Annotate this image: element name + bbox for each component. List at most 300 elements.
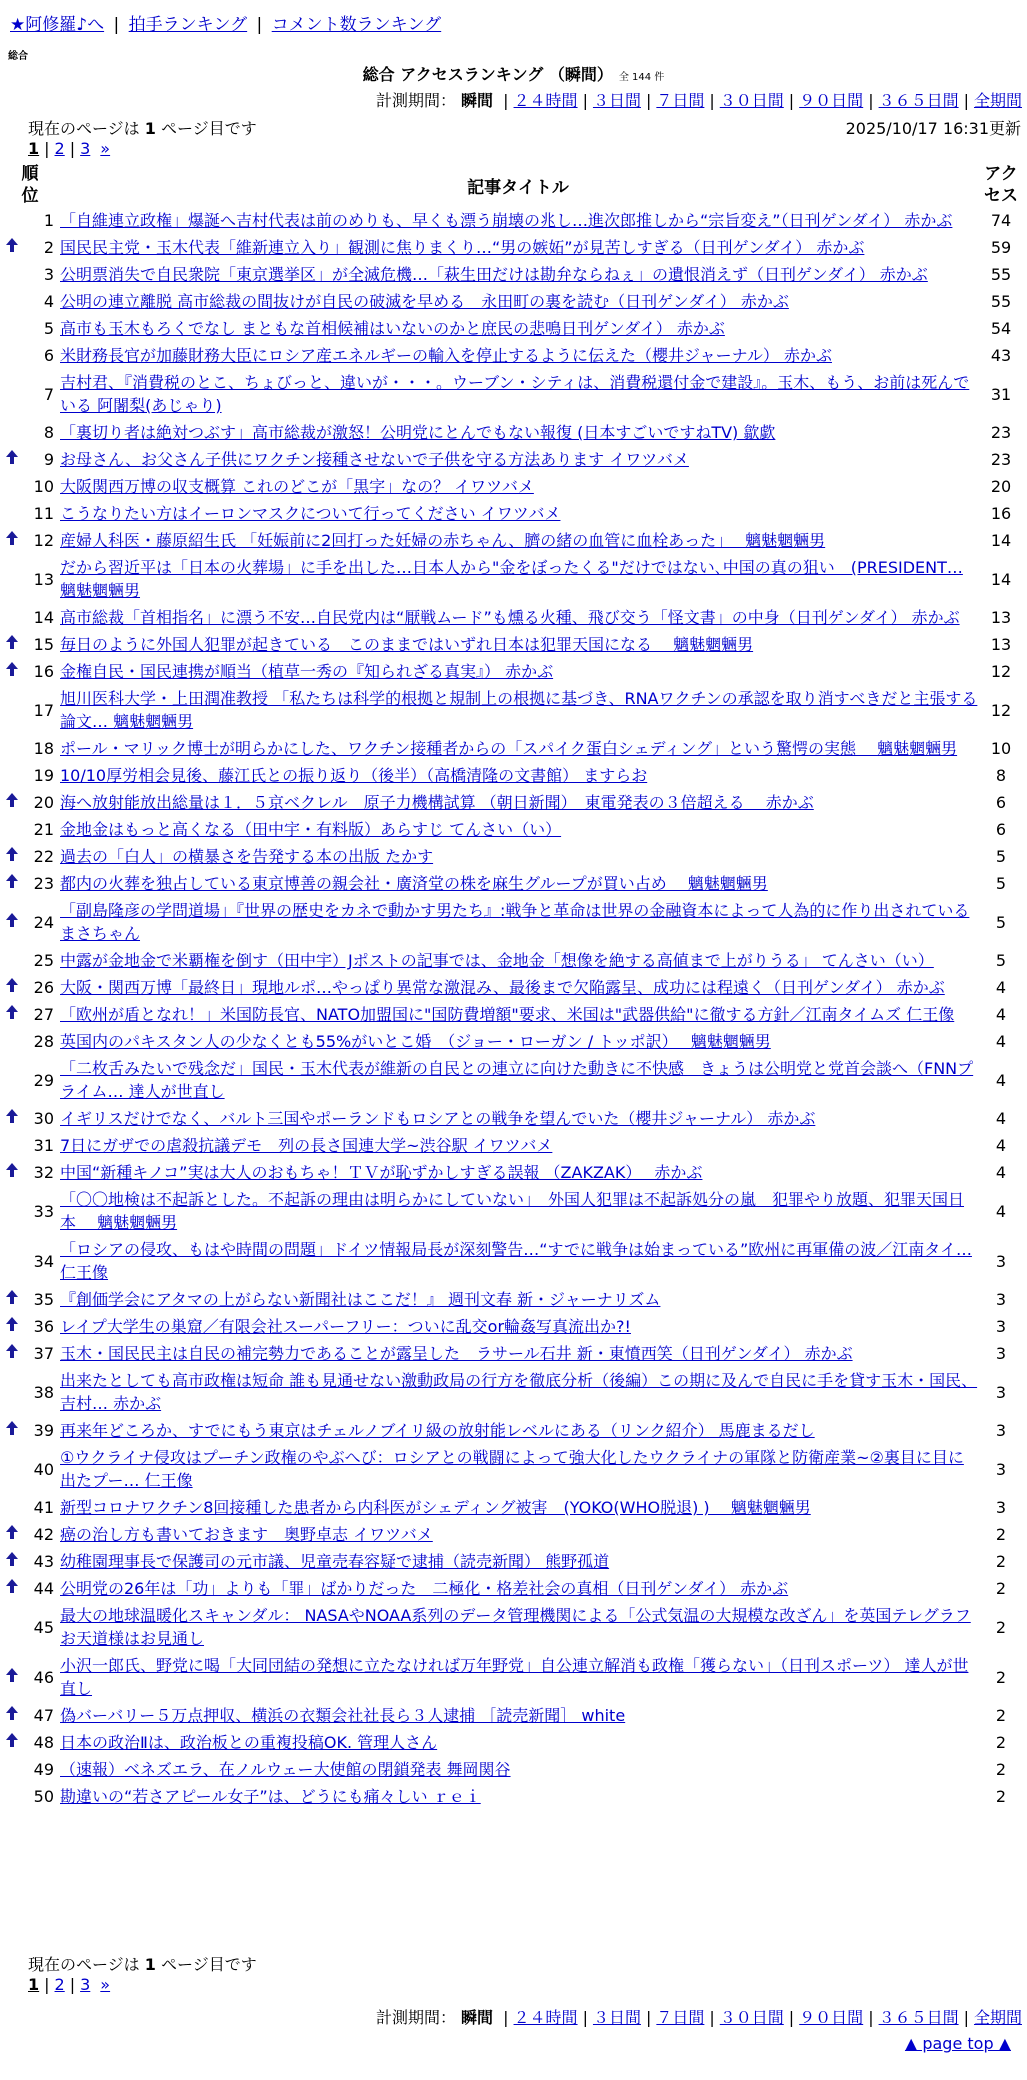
article-link[interactable]: 最大の地球温暖化スキャンダル： NASAやNOAA系列のデータ管理機関による「公式気温の大規模な改ざん」を英国テレグラフお天道様はお見通し xyxy=(60,1606,971,1648)
table-row xyxy=(2,261,1024,288)
access-count: 5 xyxy=(995,912,1007,932)
table-row xyxy=(2,1159,1024,1186)
access-count: 2 xyxy=(995,1706,1007,1725)
table-row xyxy=(2,1055,1024,1105)
article-title-cell xyxy=(58,974,978,1001)
rank-number: 44 xyxy=(33,1579,54,1598)
period-7d-link[interactable]: ７日間 xyxy=(656,91,705,110)
article-title-cell xyxy=(58,1132,978,1159)
table-row xyxy=(2,1286,1024,1313)
period-3d-link[interactable]: ３日間 xyxy=(592,2008,641,2027)
table-row xyxy=(2,816,1024,843)
rank-change-cell xyxy=(2,500,22,527)
rank-number: 6 xyxy=(43,346,54,365)
rank-number: 39 xyxy=(33,1421,54,1440)
article-link[interactable]: ポール・マリック博士が明らかにした、ワクチン接種者からの「スパイク蛋白シェディング」という驚愕の実態 魑魅魍魎男 xyxy=(60,739,958,758)
table-row xyxy=(2,1756,1024,1783)
clap-ranking-link[interactable]: 拍手ランキング xyxy=(128,15,248,35)
period-all-link[interactable]: 全期間 xyxy=(973,2008,1022,2027)
access-count: 14 xyxy=(990,569,1012,589)
period-24h-link[interactable]: ２４時間 xyxy=(513,91,578,110)
article-link[interactable]: 高市総裁「首相指名」に漂う不安…自民党内は“厭戦ムード”も燻る火種、飛び交う「怪文書」の中身（日刊ゲンダイ） 赤かぶ xyxy=(60,608,960,627)
table-row xyxy=(2,762,1024,789)
col-rank-header: 順位 xyxy=(21,164,39,206)
article-link[interactable]: 公明の連立離脱 高市総裁の間抜けが自民の破滅を早める 永田町の裏を読む（日刊ゲンダイ） 赤かぶ xyxy=(60,292,789,311)
article-link[interactable]: 国民民主党・玉木代表「維新連立入り」観測に焦りまくり…“男の嫉妬”が見苦しすぎる（日刊ゲンダイ） 赤かぶ xyxy=(60,238,865,257)
access-count: 23 xyxy=(990,450,1012,469)
rank-change-cell xyxy=(2,1028,22,1055)
rank-number: 14 xyxy=(33,608,54,627)
access-count: 54 xyxy=(990,319,1012,338)
table-row xyxy=(2,446,1024,473)
article-link[interactable]: 産婦人科医・藤原紹生氏 「妊娠前に2回打った妊婦の赤ちゃん、臍の緒の血管に血栓あった」 魑魅魍魎男 xyxy=(60,531,826,550)
article-link[interactable]: 「ロシアの侵攻、もはや時間の問題」ドイツ情報局長が深刻警告…“すでに戦争は始まっている”欧州に再軍備の波／江南タイ… 仁王像 xyxy=(60,1240,972,1282)
article-link[interactable]: 中露が金地金で米覇権を倒す（田中宇）Jポストの記事では、金地金「想像を絶する高値まで上がりうる」 てんさい（い） xyxy=(60,951,934,970)
period-365d-link[interactable]: ３６５日間 xyxy=(878,2008,959,2027)
pager-page-2[interactable]: 2 xyxy=(54,139,65,158)
rank-change-cell xyxy=(2,342,22,369)
access-count: 10 xyxy=(990,739,1012,758)
table-row xyxy=(2,1521,1024,1548)
article-title-cell xyxy=(58,1236,978,1286)
rank-change-cell xyxy=(2,1702,22,1729)
period-separator: | xyxy=(582,2008,588,2027)
period-separator: | xyxy=(868,91,874,110)
pager-current: 1 xyxy=(28,139,40,158)
article-title-cell xyxy=(58,1783,978,1810)
rank-number: 9 xyxy=(43,450,54,469)
table-row xyxy=(2,234,1024,261)
rank-change-cell xyxy=(2,1729,22,1756)
table-row xyxy=(2,315,1024,342)
up-arrow-icon xyxy=(6,1005,18,1023)
up-arrow-icon xyxy=(6,1579,18,1597)
table-row xyxy=(2,473,1024,500)
rank-change-cell xyxy=(2,1186,22,1236)
up-arrow-icon xyxy=(6,531,18,549)
rank-change-cell xyxy=(2,1313,22,1340)
article-link[interactable]: 大阪・関西万博「最終日」現地ルポ…やっぱり異常な激混み、最後まで欠陥露呈、成功には程遠く（日刊ゲンダイ） 赤かぶ xyxy=(60,978,945,997)
up-arrow-icon xyxy=(6,978,18,996)
rank-number: 30 xyxy=(33,1109,54,1128)
table-row xyxy=(2,843,1024,870)
period-separator: | xyxy=(582,91,588,110)
rank-change-cell xyxy=(2,816,22,843)
rank-change-cell xyxy=(2,1236,22,1286)
comment-ranking-link[interactable]: コメント数ランキング xyxy=(271,15,442,35)
article-title-cell xyxy=(58,1444,978,1494)
article-link[interactable]: 勘違いの“若さアピール女子”は、どうにも痛々しい ｒｅｉ xyxy=(60,1787,481,1806)
access-count: 2 xyxy=(995,1733,1007,1752)
rank-change-cell xyxy=(2,947,22,974)
access-count: 12 xyxy=(990,662,1012,681)
article-title-cell xyxy=(58,500,978,527)
rank-number: 23 xyxy=(33,874,54,893)
article-title-cell xyxy=(58,631,978,658)
access-count: 16 xyxy=(990,504,1012,523)
access-count: 2 xyxy=(995,1579,1007,1598)
table-row xyxy=(2,527,1024,554)
article-title-cell xyxy=(58,234,978,261)
article-title-cell xyxy=(58,419,978,446)
rank-change-cell xyxy=(2,897,22,947)
table-row xyxy=(2,1001,1024,1028)
access-count: 55 xyxy=(990,292,1012,311)
top-nav xyxy=(10,10,441,35)
rank-number: 16 xyxy=(33,662,54,681)
rank-change-cell xyxy=(2,789,22,816)
access-count: 3 xyxy=(995,1382,1007,1402)
article-title-cell xyxy=(58,1340,978,1367)
access-count: 6 xyxy=(995,820,1007,839)
article-link[interactable]: 出来たとしても高市政権は短命 誰も見通せない激動政局の行方を徹底分析（後編）この期に及んで自民に手を貸す玉木・国民、吉村… 赤かぶ xyxy=(60,1371,978,1413)
article-title-cell xyxy=(58,897,978,947)
article-link[interactable]: 毎日のように外国人犯罪が起きている このままではいずれ日本は犯罪天国になる 魑魅魍魎男 xyxy=(60,635,754,654)
access-count: 4 xyxy=(995,1136,1007,1155)
access-count: 3 xyxy=(995,1498,1007,1517)
col-title-header: 記事タイトル xyxy=(467,177,569,198)
article-link[interactable]: 高市も玉木もろくでなし まともな首相候補はいないのかと庶民の悲鳴日刊ゲンダイ） 赤かぶ xyxy=(60,319,725,338)
article-title-cell xyxy=(58,1313,978,1340)
table-row xyxy=(2,1652,1024,1702)
rank-change-cell xyxy=(2,1132,22,1159)
rank-change-cell xyxy=(2,685,22,735)
table-row xyxy=(2,870,1024,897)
article-link[interactable]: 再来年どころか、すでにもう東京はチェルノブイリ級の放射能レベルにある（リンク紹介） 馬鹿まるだし xyxy=(60,1421,815,1440)
access-count: 2 xyxy=(995,1667,1007,1687)
up-arrow-icon xyxy=(6,1552,18,1570)
page-title: 総合 アクセスランキング （瞬間） xyxy=(362,65,613,84)
access-count: 2 xyxy=(995,1552,1007,1571)
ranking-title xyxy=(0,62,1027,85)
access-count: 4 xyxy=(995,1032,1007,1051)
table-row xyxy=(2,1494,1024,1521)
access-count: 12 xyxy=(990,700,1012,720)
rank-number: 12 xyxy=(33,531,54,550)
rank-change-cell xyxy=(2,527,22,554)
rank-change-cell xyxy=(2,1521,22,1548)
rank-change-cell xyxy=(2,631,22,658)
article-link[interactable]: 7日にガザでの虐殺抗議デモ 列の長さ国連大学~渋谷駅 イワツバメ xyxy=(60,1136,553,1155)
nav-separator: | xyxy=(256,15,263,35)
access-count: 3 xyxy=(995,1251,1007,1271)
article-title-cell xyxy=(58,1159,978,1186)
period-3d-link[interactable]: ３日間 xyxy=(592,91,641,110)
access-count: 4 xyxy=(995,978,1007,997)
page-info-suffix: ページ目です xyxy=(155,1955,257,1974)
article-link[interactable]: 大阪関西万博の収支概算 これのどこが「黒字」なの？ イワツバメ xyxy=(60,477,534,496)
table-row xyxy=(2,974,1024,1001)
article-link[interactable]: 都内の火葬を独占している東京博善の親会社・廣済堂の株を麻生グループが買い占め 魑魅魍魎男 xyxy=(60,874,768,893)
article-link[interactable]: 旭川医科大学・上田潤准教授 「私たちは科学的根拠と規制上の根拠に基づき、RNAワクチンの承認を取り消すべきだと主張する論文… 魑魅魍魎男 xyxy=(60,689,978,731)
rank-number: 35 xyxy=(33,1290,54,1309)
rank-number: 25 xyxy=(33,951,54,970)
article-link[interactable]: 新型コロナワクチン8回接種した患者から内科医がシェディング被害 (YOKO(WHO脱退) ) 魑魅魍魎男 xyxy=(60,1498,811,1517)
rank-number: 45 xyxy=(33,1617,54,1637)
article-title-cell xyxy=(58,1286,978,1313)
article-link[interactable]: 金地金はもっと高くなる（田中宇・有料版）あらすじ てんさい（い） xyxy=(60,820,562,839)
rank-change-cell xyxy=(2,1652,22,1702)
table-row xyxy=(2,604,1024,631)
article-link[interactable]: 10/10厚労相会見後、藤江氏との振り返り（後半）（高橋清隆の文書館） ますらお xyxy=(60,766,648,785)
pager-separator: | xyxy=(69,1975,76,1994)
article-title-cell xyxy=(58,1702,978,1729)
article-link[interactable]: ①ウクライナ侵攻はプーチン政権のやぶへび：ロシアとの戦闘によって強大化したウクライナの軍隊と防衛産業~②裏目に目に出たプー… 仁王像 xyxy=(60,1448,964,1490)
access-count: 20 xyxy=(990,477,1012,496)
table-row xyxy=(2,947,1024,974)
up-arrow-icon xyxy=(6,847,18,865)
table-row xyxy=(2,735,1024,762)
article-title-cell xyxy=(58,554,978,604)
access-count: 3 xyxy=(995,1317,1007,1336)
table-row xyxy=(2,419,1024,446)
article-link[interactable]: （速報）ベネズエラ、在ノルウェー大使館の閉鎖発表 舞岡関谷 xyxy=(60,1760,511,1779)
rank-change-cell xyxy=(2,870,22,897)
period-90d-link[interactable]: ９０日間 xyxy=(799,91,864,110)
period-separator: | xyxy=(645,2008,652,2027)
period-separator: | xyxy=(963,91,969,110)
period-365d-link[interactable]: ３６５日間 xyxy=(878,91,959,110)
access-count: 4 xyxy=(995,1201,1007,1221)
article-link[interactable]: こうなりたい方はイーロンマスクについて行ってください イワツバメ xyxy=(60,504,561,523)
article-title-cell xyxy=(58,658,978,685)
table-row xyxy=(2,1313,1024,1340)
table-row xyxy=(2,1444,1024,1494)
article-link[interactable]: 海へ放射能放出総量は１．５京ベクレル 原子力機構試算 （朝日新聞） 東電発表の３倍超える 赤かぶ xyxy=(60,793,814,812)
table-row xyxy=(2,500,1024,527)
period-90d-link[interactable]: ９０日間 xyxy=(799,2008,864,2027)
article-title-cell xyxy=(58,816,978,843)
article-title-cell xyxy=(58,473,978,500)
access-count: 4 xyxy=(995,1005,1007,1024)
article-link[interactable]: 玉木・国民民主は自民の補完勢力であることが露呈した ラサール石井 新・東憤西笑（日刊ゲンダイ） 赤かぶ xyxy=(60,1344,853,1363)
table-row xyxy=(2,342,1024,369)
rank-change-cell xyxy=(2,419,22,446)
total-count: 全 144 件 xyxy=(618,72,665,83)
period-selector-bottom xyxy=(376,2005,1022,2028)
access-count: 4 xyxy=(995,1163,1007,1182)
up-arrow-icon xyxy=(6,1733,18,1751)
access-count: 2 xyxy=(995,1760,1007,1779)
rank-number: 28 xyxy=(33,1032,54,1051)
table-row xyxy=(2,1575,1024,1602)
access-count: 23 xyxy=(990,423,1012,442)
rank-number: 38 xyxy=(33,1382,54,1402)
access-count: 2 xyxy=(995,1525,1007,1544)
period-separator: | xyxy=(503,91,509,110)
page-info-prefix: 現在のページは xyxy=(28,119,145,138)
period-separator: | xyxy=(788,91,795,110)
table-row xyxy=(2,1186,1024,1236)
article-link[interactable]: 「裏切り者は絶対つぶす」高市総裁が激怒！公明党にとんでもない報復 (日本すごいですねTV) 歙歔 xyxy=(60,423,776,442)
table-row xyxy=(2,207,1024,234)
rank-change-cell xyxy=(2,1756,22,1783)
article-title-cell xyxy=(58,1521,978,1548)
access-count: 55 xyxy=(990,265,1012,284)
rank-change-cell xyxy=(2,1783,22,1810)
pager-page-2[interactable]: 2 xyxy=(54,1975,65,1994)
article-link[interactable]: お母さん、お父さん子供にワクチン接種させないで子供を守る方法あります イワツバメ xyxy=(60,450,689,469)
rank-number: 37 xyxy=(33,1344,54,1363)
up-arrow-icon xyxy=(6,793,18,811)
rank-change-cell xyxy=(2,315,22,342)
article-link[interactable]: 偽バーバリー５万点押収、横浜の衣類会社社長ら３人逮捕 ［読売新聞］ white xyxy=(60,1706,626,1725)
period-current: 瞬間 xyxy=(461,91,494,110)
article-link[interactable]: 中国“新種キノコ”実は大人のおもちゃ！ＴＶが恥ずかしすぎる誤報 （ZAKZAK） 赤かぶ xyxy=(60,1163,703,1182)
table-row xyxy=(2,1367,1024,1417)
category-tag: 総合 xyxy=(8,51,28,62)
article-link[interactable]: 「欧州が盾となれ！」米国防長官、NATO加盟国に"国防費増額"要求、米国は"武器供給"に徹する方針／江南タイムズ 仁王像 xyxy=(60,1005,955,1024)
article-title-cell xyxy=(58,1105,978,1132)
ranking-header-row xyxy=(2,163,1024,207)
table-row xyxy=(2,1702,1024,1729)
up-arrow-icon xyxy=(6,1290,18,1308)
article-link[interactable]: 公明票消失で自民衆院「東京選挙区」が全滅危機…「萩生田だけは勘弁ならねぇ」の遺恨消えず（日刊ゲンダイ） 赤かぶ xyxy=(60,265,928,284)
rank-change-cell xyxy=(2,1602,22,1652)
access-count: 13 xyxy=(990,608,1012,627)
article-link[interactable]: 過去の「白人」の横暴さを告発する本の出版 たかす xyxy=(60,847,434,866)
table-row xyxy=(2,554,1024,604)
rank-change-cell xyxy=(2,473,22,500)
rank-change-cell xyxy=(2,234,22,261)
rank-number: 7 xyxy=(43,384,54,404)
access-count: 3 xyxy=(995,1290,1007,1309)
rank-change-cell xyxy=(2,261,22,288)
article-link[interactable]: 癌の治し方も書いておきます 奥野卓志 イワツバメ xyxy=(60,1525,433,1544)
article-title-cell xyxy=(58,685,978,735)
period-all-link[interactable]: 全期間 xyxy=(973,91,1022,110)
access-count: 5 xyxy=(995,847,1007,866)
page-info-suffix: ページ目です xyxy=(155,119,257,138)
article-title-cell xyxy=(58,1494,978,1521)
period-30d-link[interactable]: ３０日間 xyxy=(719,91,784,110)
article-title-cell xyxy=(58,527,978,554)
article-link[interactable]: 幼稚園理事長で保護司の元市議、児童売春容疑で逮捕（読売新聞） 熊野孤道 xyxy=(60,1552,610,1571)
rank-change-cell xyxy=(2,1575,22,1602)
period-label: 計測期間： xyxy=(375,91,456,110)
access-count: 8 xyxy=(995,766,1007,785)
rank-number: 42 xyxy=(33,1525,54,1544)
article-link[interactable]: 『創価学会にアタマの上がらない新聞社はここだ！』 週刊文春 新・ジャーナリズム xyxy=(60,1290,661,1309)
article-link[interactable]: 公明党の26年は「功」よりも「罪」ばかりだった 二極化・格差社会の真相（日刊ゲンダイ） 赤かぶ xyxy=(60,1579,789,1598)
table-row xyxy=(2,1105,1024,1132)
article-title-cell xyxy=(58,1575,978,1602)
rank-change-cell xyxy=(2,1444,22,1494)
article-link[interactable]: 吉村君、『消費税のとこ、ちょびっと、違いが・・・。ウーブン・シティは、消費税還付金で建設』。玉木、もう、お前は死んでいる 阿闍梨(あじゃり) xyxy=(60,373,970,415)
rank-change-cell xyxy=(2,207,22,234)
period-separator: | xyxy=(868,2008,874,2027)
article-title-cell xyxy=(58,342,978,369)
access-count: 5 xyxy=(995,874,1007,893)
up-arrow-icon xyxy=(6,1421,18,1439)
article-link[interactable]: 小沢一郎氏、野党に喝「大同団結の発想に立たなければ万年野党」自公連立解消も政権「獲らない」（日刊スポーツ） 達人が世直し xyxy=(60,1656,969,1698)
pager-page-3[interactable]: 3 xyxy=(80,139,91,158)
up-arrow-icon xyxy=(6,874,18,892)
page-top-link[interactable]: ▲ page top ▲ xyxy=(904,2034,1011,2053)
pager-separator: | xyxy=(69,139,76,158)
table-row xyxy=(2,1236,1024,1286)
rank-change-cell xyxy=(2,1548,22,1575)
article-title-cell xyxy=(58,604,978,631)
article-link[interactable]: レイプ大学生の巣窟／有限会社スーパーフリー：ついに乱交or輪姦写真流出か?! xyxy=(60,1317,631,1336)
rank-number: 22 xyxy=(33,847,54,866)
access-count: 2 xyxy=(995,1617,1007,1637)
article-link[interactable]: 「二枚舌みたいで残念だ」国民・玉木代表が維新の自民との連立に向けた動きに不快感 きょうは公明党と党首会談へ（FNNプライム… 達人が世直し xyxy=(60,1059,974,1101)
article-link[interactable]: 英国内のパキスタン人の少なくとも55%がいとこ婚 （ジョー・ローガン / トッポ訳） 魑魅魍魎男 xyxy=(60,1032,771,1051)
rank-number: 4 xyxy=(43,292,54,311)
article-link[interactable]: 「〇〇地検は不起訴とした。不起訴の理由は明らかにしていない」 外国人犯罪は不起訴処分の嵐 犯罪やり放題、犯罪天国日本 魑魅魍魎男 xyxy=(60,1190,965,1232)
article-title-cell xyxy=(58,947,978,974)
access-count: 14 xyxy=(990,531,1012,550)
period-separator: | xyxy=(788,2008,795,2027)
article-link[interactable]: 日本の政治Ⅱは、政治板との重複投稿OK. 管理人さん xyxy=(60,1733,438,1752)
article-title-cell xyxy=(58,315,978,342)
access-count: 4 xyxy=(995,1109,1007,1128)
rank-number: 5 xyxy=(43,319,54,338)
period-separator: | xyxy=(709,2008,715,2027)
article-title-cell xyxy=(58,446,978,473)
table-row xyxy=(2,1417,1024,1444)
table-row xyxy=(2,897,1024,947)
up-arrow-icon xyxy=(6,1525,18,1543)
page-info-top xyxy=(28,116,257,139)
table-row xyxy=(2,1340,1024,1367)
rank-change-cell xyxy=(2,446,22,473)
period-label: 計測期間： xyxy=(375,2008,456,2027)
article-title-cell xyxy=(58,762,978,789)
period-separator: | xyxy=(709,91,715,110)
article-link[interactable]: 「副島隆彦の学問道場」『世界の歴史をカネで動かす男たち』:戦争と革命は世界の金融資本によって人為的に作り出されている まさちゃん xyxy=(60,901,970,943)
up-arrow-icon xyxy=(6,238,18,256)
rank-number: 19 xyxy=(33,766,54,785)
article-link[interactable]: 「自維連立政権」爆誕へ吉村代表は前のめりも、早くも漂う崩壊の兆し…進次郎推しから“宗旨変え”（日刊ゲンダイ） 赤かぶ xyxy=(60,211,953,230)
period-30d-link[interactable]: ３０日間 xyxy=(719,2008,784,2027)
article-link[interactable]: 金権自民・国民連携が順当（植草一秀の『知られざる真実』） 赤かぶ xyxy=(60,662,554,681)
pager-next[interactable]: » xyxy=(100,139,111,158)
period-selector-top xyxy=(376,88,1022,111)
access-count: 3 xyxy=(995,1421,1007,1440)
article-link[interactable]: イギリスだけでなく、バルト三国やポーランドもロシアとの戦争を望んでいた（櫻井ジャーナル） 赤かぶ xyxy=(60,1109,816,1128)
rank-number: 10 xyxy=(33,477,54,496)
up-arrow-icon xyxy=(6,1668,18,1686)
article-link[interactable]: だから習近平は「日本の火葬場」に手を出した…日本人から"金をぼったくる"だけではない､中国の真の狙い (PRESIDENT… 魑魅魍魎男 xyxy=(60,558,963,600)
pager-current: 1 xyxy=(28,1975,40,1994)
table-row xyxy=(2,685,1024,735)
pager-page-3[interactable]: 3 xyxy=(80,1975,91,1994)
home-link[interactable]: ★阿修羅♪へ xyxy=(10,15,105,35)
period-24h-link[interactable]: ２４時間 xyxy=(513,2008,578,2027)
access-count: 31 xyxy=(990,384,1012,404)
rank-change-cell xyxy=(2,1055,22,1105)
article-link[interactable]: 米財務長官が加藤財務大臣にロシア産エネルギーの輸入を停止するように伝えた（櫻井ジャーナル） 赤かぶ xyxy=(60,346,832,365)
access-count: 3 xyxy=(995,1459,1007,1479)
article-title-cell xyxy=(58,1652,978,1702)
page-info-prefix: 現在のページは xyxy=(28,1955,145,1974)
rank-number: 47 xyxy=(33,1706,54,1725)
access-count: 6 xyxy=(995,793,1007,812)
period-separator: | xyxy=(963,2008,969,2027)
pager-next[interactable]: » xyxy=(100,1975,111,1994)
period-7d-link[interactable]: ７日間 xyxy=(656,2008,705,2027)
article-title-cell xyxy=(58,735,978,762)
up-arrow-icon xyxy=(6,1344,18,1362)
nav-separator: | xyxy=(113,15,120,35)
rank-number: 1 xyxy=(43,211,54,230)
table-row xyxy=(2,789,1024,816)
rank-number: 13 xyxy=(33,569,54,589)
page-info-number: 1 xyxy=(144,119,156,138)
rank-number: 29 xyxy=(33,1070,54,1090)
